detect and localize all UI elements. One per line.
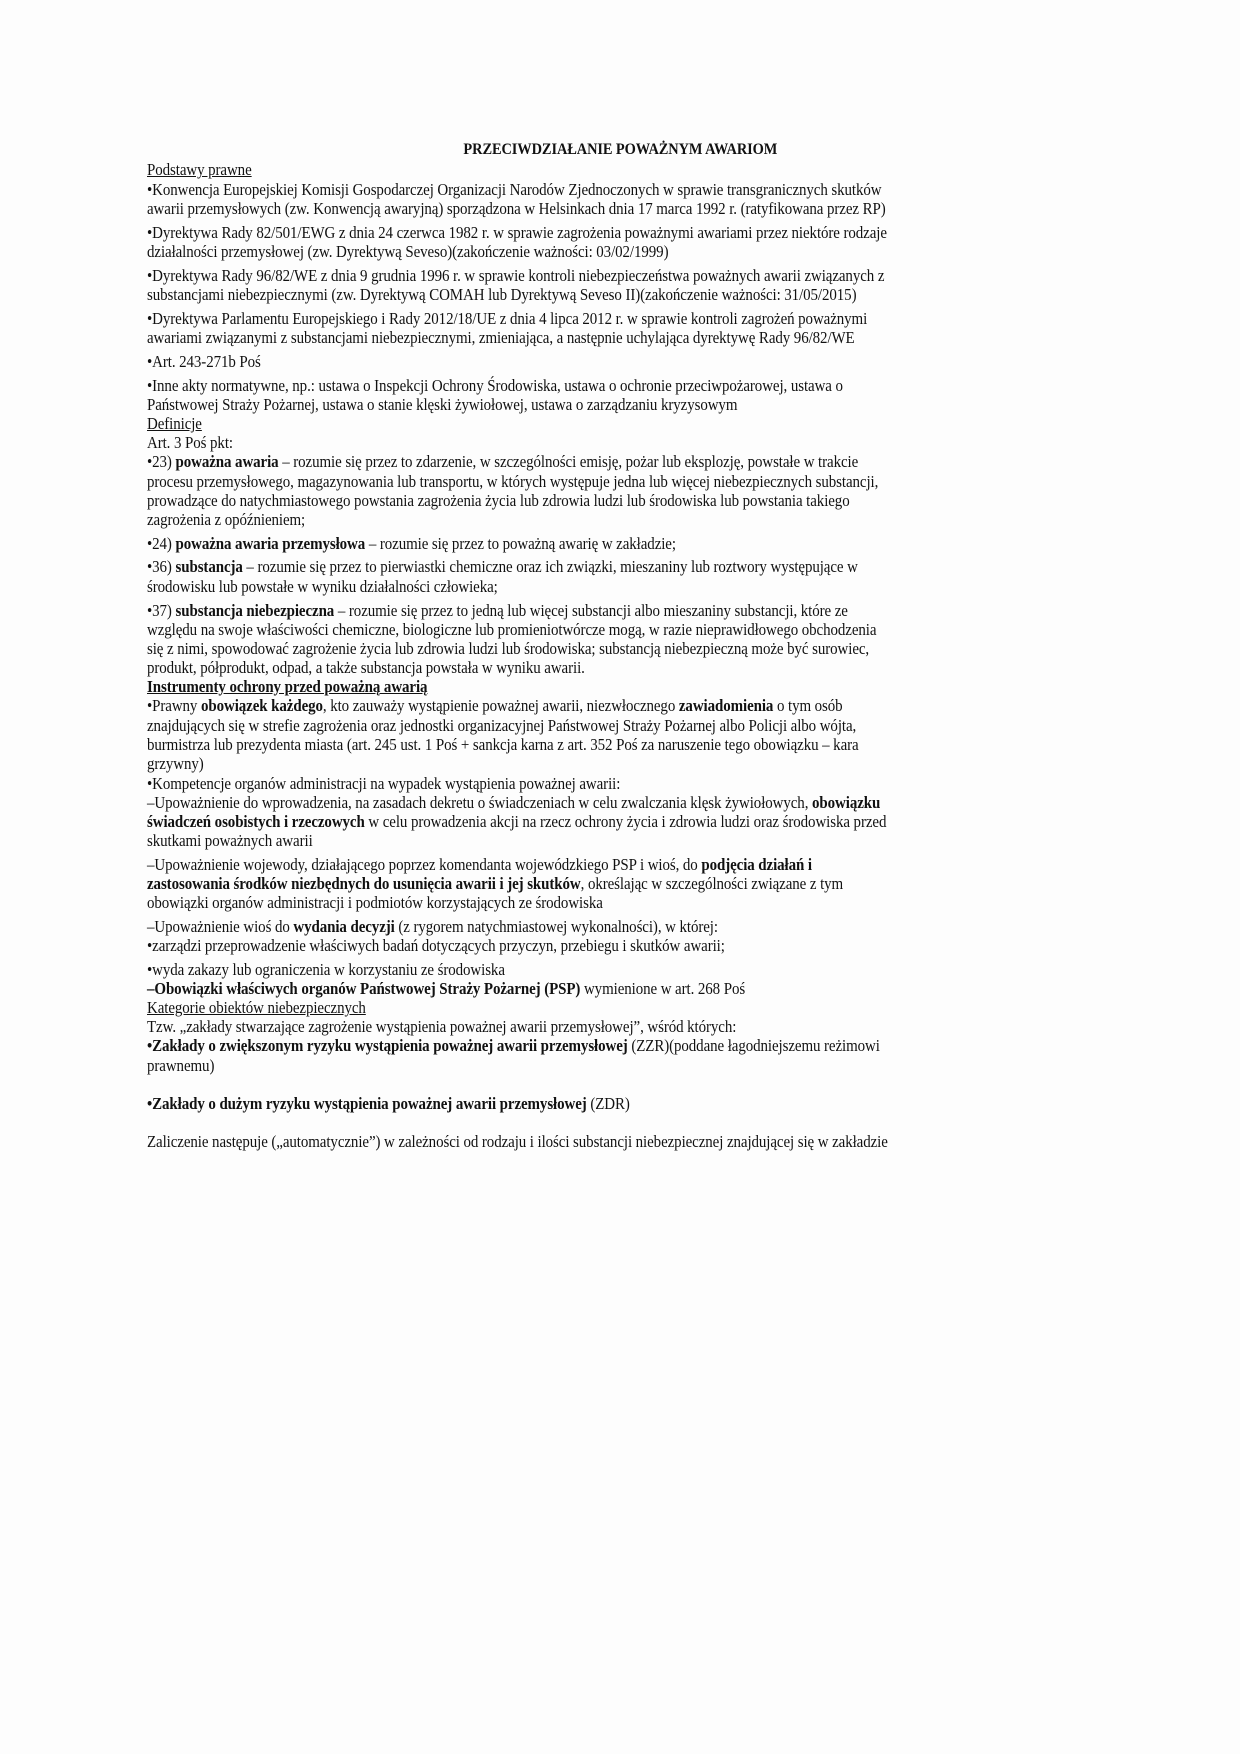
definition-23-line: zagrożenia z opóźnieniem;: [147, 510, 306, 529]
legal-basis-line: •Konwencja Europejskiej Komisji Gospodarczej Organizacji Narodów Zjednoczonych w sprawie transgranicznych skutków: [147, 180, 882, 199]
authorization-1: –Upoważnienie do wprowadzenia, na zasadach dekretu o świadczeniach w celu zwalczania klęsk żywiołowych, obowiązku: [147, 793, 881, 812]
duty-line: znajdujących się w strefie zagrożenia oraz jednostki organizacyjnej Państwowej Straży Pożarnej albo Policji albo wójta,: [147, 716, 857, 735]
category-zzr-line: prawnemu): [147, 1056, 215, 1075]
legal-basis-line: awarii przemysłowych (zw. Konwencją awaryjną) sporządzona w Helsinkach dnia 17 marca 1992 r. (ratyfikowana przez RP): [147, 199, 886, 218]
definition-24: •24) poważna awaria przemysłowa – rozumie się przez to poważną awarię w zakładzie;: [147, 534, 676, 553]
definition-37-line: produkt, półprodukt, odpad, a także substancja powstała w wyniku awarii.: [147, 658, 585, 677]
definition-37: •37) substancja niebezpieczna – rozumie się przez to jedną lub więcej substancji albo mieszaniny substancji, które ze: [147, 601, 848, 620]
legal-basis-line: •Dyrektywa Parlamentu Europejskiego i Rady 2012/18/UE z dnia 4 lipca 2012 r. w sprawie kontroli zagrożeń poważnymi: [147, 309, 868, 328]
legal-basis-line: •Dyrektywa Rady 82/501/EWG z dnia 24 czerwca 1982 r. w sprawie zagrożenia poważnymi awariami przez niektóre rodzaje: [147, 223, 887, 242]
definition-23-line: procesu przemysłowego, magazynowania lub transportu, w których występuje jedna lub więcej niebezpiecznych substancji,: [147, 472, 879, 491]
definition-term: poważna awaria przemysłowa: [175, 534, 366, 553]
category-zdr: •Zakłady o dużym ryzyku wystąpienia poważnej awarii przemysłowej (ZDR): [147, 1094, 630, 1113]
section-heading-legal-basis: Podstawy prawne: [147, 160, 252, 179]
categories-conclusion: Zaliczenie następuje („automatycznie”) w zależności od rodzaju i ilości substancji niebezpiecznej znajdującej się w zakładzie: [147, 1132, 888, 1151]
authorization-3: –Upoważnienie wioś do wydania decyzji (z rygorem natychmiastowej wykonalności), w której:: [147, 917, 718, 936]
categories-intro: Tzw. „zakłady stwarzające zagrożenie wystąpienia poważnej awarii przemysłowej”, wśród których:: [147, 1017, 737, 1036]
definition-36: •36) substancja – rozumie się przez to pierwiastki chemiczne oraz ich związki, mieszaniny lub roztwory występujące w: [147, 557, 858, 576]
definition-36-line: środowisku lub powstałe w wyniku działalności człowieka;: [147, 577, 498, 596]
authorization-2-line: zastosowania środków niezbędnych do usunięcia awarii i jej skutków, określając w szczególności związane z tym: [147, 874, 844, 893]
competences-line: •Kompetencje organów administracji na wypadek wystąpienia poważnej awarii:: [147, 774, 621, 793]
category-zzr: •Zakłady o zwiększonym ryzyku wystąpienia poważnej awarii przemysłowej (ZZR)(poddane łagodniejszemu reżimowi: [147, 1036, 880, 1055]
definition-term: substancja niebezpieczna: [175, 601, 335, 620]
authorization-1-line: świadczeń osobistych i rzeczowych w celu prowadzenia akcji na rzecz ochrony życia i zdrowia ludzi oraz środowiska przed: [147, 812, 887, 831]
section-heading-definitions: Definicje: [147, 414, 202, 433]
authorization-3-item: •wyda zakazy lub ograniczenia w korzystaniu ze środowiska: [147, 960, 505, 979]
duty-line: •Prawny obowiązek każdego, kto zauważy wystąpienie poważnej awarii, niezwłocznego zawiadomienia o tym osób: [147, 696, 843, 715]
definition-term: poważna awaria: [175, 452, 279, 471]
legal-basis-line: •Inne akty normatywne, np.: ustawa o Inspekcji Ochrony Środowiska, ustawa o ochronie przeciwpożarowej, ustawa o: [147, 376, 843, 395]
definition-37-line: względu na swoje właściwości chemiczne, biologiczne lub promieniotwórcze mogą, w razie nieprawidłowego obchodzenia: [147, 620, 877, 639]
legal-basis-line: Państwowej Straży Pożarnej, ustawa o stanie klęski żywiołowej, ustawa o zarządzaniu kryzysowym: [147, 395, 738, 414]
definitions-intro: Art. 3 Poś pkt:: [147, 433, 233, 452]
duty-line: grzywny): [147, 754, 204, 773]
legal-basis-line: •Art. 243-271b Poś: [147, 352, 261, 371]
section-heading-instruments: Instrumenty ochrony przed poważną awarią: [147, 677, 428, 696]
legal-basis-line: •Dyrektywa Rady 96/82/WE z dnia 9 grudnia 1996 r. w sprawie kontroli niebezpieczeństwa poważnych awarii związanych z: [147, 266, 885, 285]
duty-line: burmistrza lub prezydenta miasta (art. 245 ust. 1 Poś + sankcja karna z art. 352 Poś za naruszenie tego obowiązku – kara: [147, 735, 859, 754]
authorization-3-item: •zarządzi przeprowadzenie właściwych badań dotyczących przyczyn, przebiegu i skutków awarii;: [147, 936, 725, 955]
authorization-2-line: obowiązki organów administracji i podmiotów korzystających ze środowiska: [147, 893, 603, 912]
authorization-2: –Upoważnienie wojewody, działającego poprzez komendanta wojewódzkiego PSP i wioś, do podjęcia działań i: [147, 855, 812, 874]
section-heading-categories: Kategorie obiektów niebezpiecznych: [147, 998, 366, 1017]
definition-37-line: się z nimi, spowodować zagrożenie życia lub zdrowia ludzi lub środowiska; substancją niebezpieczną może być surowiec,: [147, 639, 870, 658]
definition-23: •23) poważna awaria – rozumie się przez to zdarzenie, w szczególności emisję, pożar lub eksplozję, powstałe w trakcie: [147, 452, 859, 471]
legal-basis-line: substancjami niebezpiecznymi (zw. Dyrektywą COMAH lub Dyrektywą Seveso II)(zakończenie ważności: 31/05/2015): [147, 285, 857, 304]
authorization-1-line: skutkami poważnych awarii: [147, 831, 313, 850]
definition-23-line: prowadzące do natychmiastowego powstania zagrożenia życia lub zdrowia ludzi lub środowiska lub powstania takiego: [147, 491, 850, 510]
definition-term: substancja: [175, 557, 243, 576]
legal-basis-line: awariami związanymi z substancjami niebezpiecznymi, zmieniająca, a następnie uchylająca dyrektywę Rady 96/82/WE: [147, 328, 855, 347]
document-title: PRZECIWDZIAŁANIE POWAŻNYM AWARIOM: [463, 141, 777, 158]
legal-basis-line: działalności przemysłowej (zw. Dyrektywą Seveso)(zakończenie ważności: 03/02/1999): [147, 242, 669, 261]
psp-duties-line: –Obowiązki właściwych organów Państwowej Straży Pożarnej (PSP) wymienione w art. 268 Poś: [147, 979, 746, 998]
